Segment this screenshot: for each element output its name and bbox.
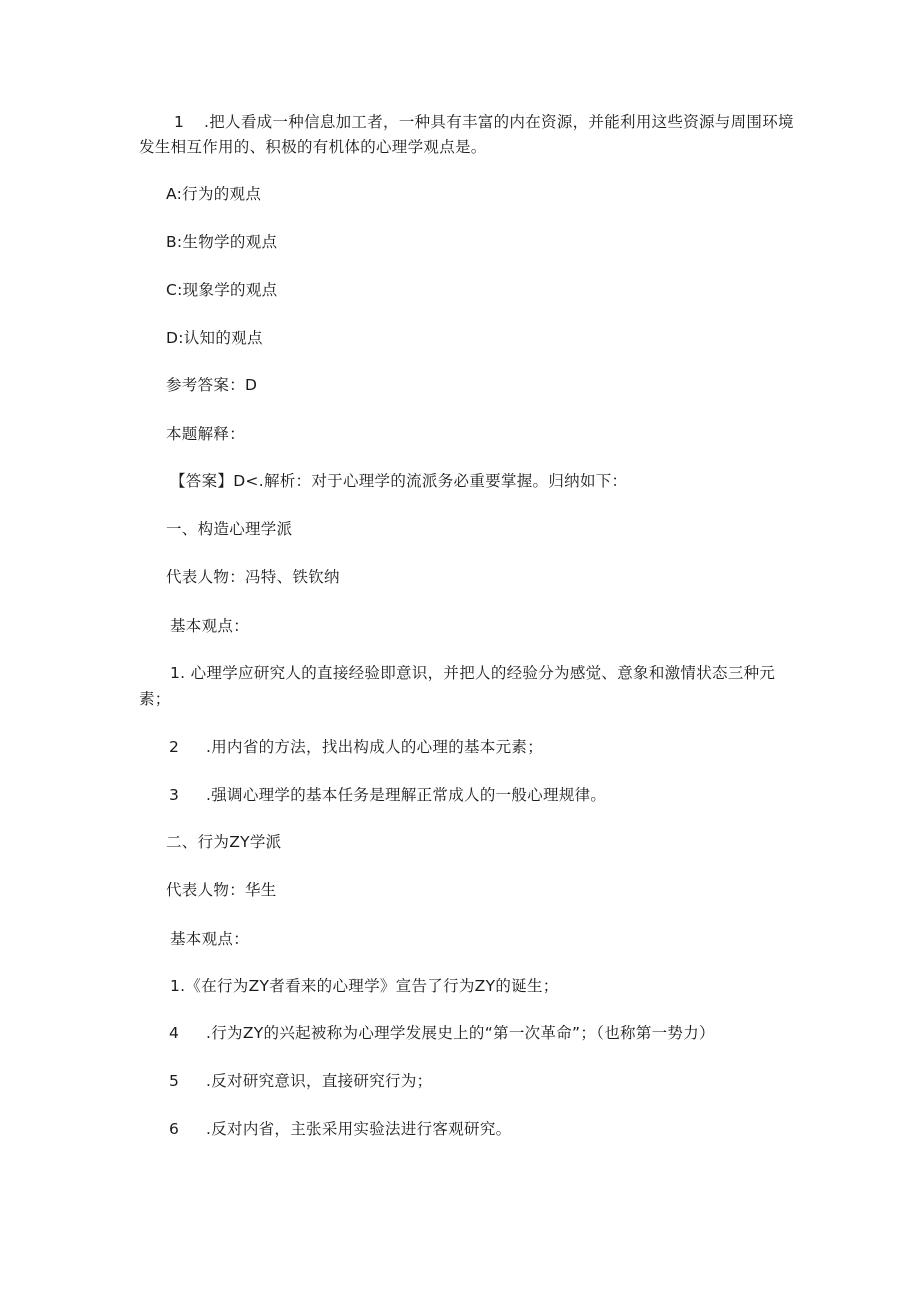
school2-point1: 1.《在行为ZY者看来的心理学》宣告了行为ZY的诞生； <box>170 977 559 995</box>
explanation-title: 本题解释： <box>166 425 246 443</box>
point-text: .反对研究意识，直接研究行为； <box>206 1072 433 1090</box>
option-b: B:生物学的观点 <box>166 233 278 251</box>
option-d: D:认知的观点 <box>166 329 263 347</box>
school1-point2 <box>166 736 543 758</box>
answer-reference: 参考答案：D <box>166 376 258 394</box>
point-number: 6 <box>169 1120 180 1138</box>
point-number: 5 <box>169 1072 180 1090</box>
point-number: 3 <box>169 786 180 804</box>
explanation-intro: 【答案】D<.解析：对于心理学的流派务必重要掌握。归纳如下： <box>170 472 628 490</box>
question-line-2: 发生相互作用的、积极的有机体的心理学观点是。 <box>139 138 487 156</box>
school1-representatives: 代表人物：冯特、铁钦纳 <box>166 568 340 586</box>
point-number: 2 <box>169 738 180 756</box>
point-text: .行为ZY的兴起被称为心理学发展史上的“第一次革命”；（也称第一势力） <box>206 1024 715 1042</box>
school1-point3 <box>166 784 606 806</box>
school2-views-title: 基本观点： <box>170 930 250 948</box>
school2-point6 <box>166 1118 511 1140</box>
school2-point5 <box>166 1070 432 1092</box>
option-a: A:行为的观点 <box>166 185 262 203</box>
question-number: 1 <box>174 113 185 131</box>
question-line-1 <box>166 111 794 133</box>
point-number: 4 <box>169 1024 180 1042</box>
point-text: .用内省的方法，找出构成人的心理的基本元素； <box>206 738 544 756</box>
school1-point1-line2: 素； <box>139 690 171 708</box>
school2-representatives: 代表人物：华生 <box>166 881 277 899</box>
point-text: .强调心理学的基本任务是理解正常成人的一般心理规律。 <box>206 786 607 804</box>
school1-point1-line1: 1. 心理学应研究人的直接经验即意识，并把人的经验分为感觉、意象和激情状态三种元 <box>170 664 776 682</box>
school1-views-title: 基本观点： <box>170 617 250 635</box>
school1-heading: 一、构造心理学派 <box>166 520 293 538</box>
school2-heading: 二、行为ZY学派 <box>166 833 282 851</box>
school2-point4 <box>166 1022 715 1044</box>
option-c: C:现象学的观点 <box>166 281 278 299</box>
question-text-1: .把人看成一种信息加工者，一种具有丰富的内在资源，并能利用这些资源与周围环境 <box>204 113 794 131</box>
point-text: .反对内省，主张采用实验法进行客观研究。 <box>206 1120 512 1138</box>
